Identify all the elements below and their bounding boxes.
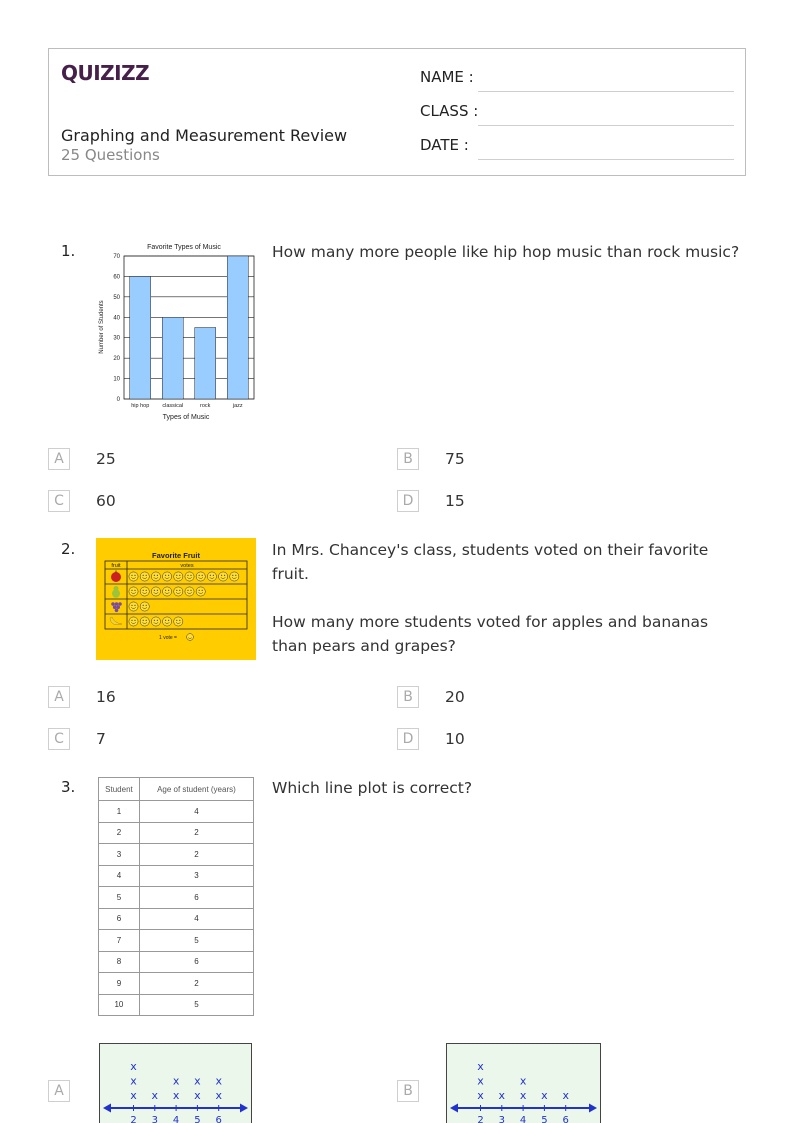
table-row <box>99 994 254 1016</box>
q2-option-c-box[interactable]: C <box>48 728 70 750</box>
table-cell: 2 <box>99 822 140 844</box>
y-tick-label: 70 <box>113 254 120 260</box>
date-line[interactable] <box>478 159 734 160</box>
question-2-text <box>272 538 742 682</box>
x-mark: x <box>519 1089 527 1102</box>
table-row <box>99 865 254 887</box>
table-row <box>99 930 254 952</box>
vote-smiley-icon <box>151 572 160 581</box>
q1-option-c-text[interactable]: 60 <box>96 492 116 510</box>
class-label: CLASS : <box>420 102 479 120</box>
vote-smiley-icon <box>129 617 138 626</box>
q2-option-a-box[interactable]: A <box>48 686 70 708</box>
vote-smiley-icon <box>174 617 183 626</box>
chart-ylabel: Number of Students <box>99 300 105 354</box>
vote-smiley-icon <box>129 602 138 611</box>
tick-label: 2 <box>130 1115 137 1123</box>
line-plot-option-a[interactable] <box>99 1043 252 1123</box>
question-count: 25 Questions <box>61 146 160 164</box>
pictograph-key-label: 1 vote = <box>159 635 177 641</box>
table-cell: 3 <box>139 865 253 887</box>
y-tick-label: 40 <box>113 315 120 322</box>
x-mark: x <box>562 1089 569 1102</box>
table-cell: 4 <box>139 801 253 823</box>
q2-option-b-box[interactable]: B <box>397 686 419 708</box>
vote-smiley-icon <box>185 572 194 581</box>
y-tick-label: 50 <box>113 294 120 301</box>
y-tick-label: 0 <box>116 397 120 403</box>
table-row <box>99 844 254 866</box>
table-cell: 10 <box>99 994 140 1016</box>
pictograph-fruit-header: fruit <box>111 563 121 569</box>
class-field[interactable] <box>420 102 738 126</box>
x-mark: x <box>130 1074 137 1088</box>
question-2-line-1: In Mrs. Chancey's class, students voted on their favorite fruit. <box>272 541 709 583</box>
music-bar-chart <box>96 240 258 425</box>
name-field[interactable] <box>420 68 738 92</box>
x-tick-label: rock <box>200 403 211 409</box>
line-plot-option-b[interactable] <box>446 1043 601 1123</box>
question-1-line-1: How many more people like hip hop music than rock music? <box>272 243 740 261</box>
q1-option-c-box[interactable]: C <box>48 490 70 512</box>
table-cell: 3 <box>99 844 140 866</box>
tick-label: 6 <box>215 1115 222 1123</box>
vote-smiley-icon <box>140 587 149 596</box>
table-cell: 6 <box>139 887 253 909</box>
x-tick-label: classical <box>162 403 184 409</box>
table-header-age: Age of student (years) <box>139 778 253 801</box>
name-line[interactable] <box>478 91 734 92</box>
vote-smiley-icon <box>140 572 149 581</box>
table-header-student: Student <box>99 778 140 801</box>
question-2-line-2: How many more students voted for apples and bananas than pears and grapes? <box>272 613 709 655</box>
x-tick-label: jazz <box>232 403 243 409</box>
table-cell: 5 <box>139 994 253 1016</box>
vote-smiley-icon <box>129 572 138 581</box>
table-cell: 8 <box>99 951 140 973</box>
chart-title: Favorite Types of Music <box>147 244 221 251</box>
question-3-number: 3. <box>61 778 76 796</box>
x-mark: x <box>194 1074 201 1088</box>
pictograph-title: Favorite Fruit <box>152 551 200 560</box>
fruit-pictograph <box>96 538 256 660</box>
table-cell: 7 <box>99 930 140 952</box>
x-mark: x <box>519 1074 527 1088</box>
tick-label: 4 <box>519 1115 527 1123</box>
vote-smiley-icon <box>207 572 216 581</box>
bar-jazz <box>227 256 248 399</box>
vote-smiley-icon <box>163 572 172 581</box>
date-label: DATE : <box>420 136 469 154</box>
table-cell: 2 <box>139 844 253 866</box>
table-header-row <box>99 778 254 801</box>
pictograph-votes-header: votes <box>180 563 194 569</box>
vote-smiley-icon <box>185 587 194 596</box>
x-mark: x <box>130 1089 137 1102</box>
table-cell: 6 <box>139 951 253 973</box>
table-cell: 5 <box>139 930 253 952</box>
worksheet-header <box>48 48 746 176</box>
q2-option-b-text[interactable]: 20 <box>445 688 465 706</box>
bar-rock <box>195 328 216 400</box>
key-smiley-icon <box>187 634 194 641</box>
table-cell: 2 <box>139 973 253 995</box>
table-cell: 2 <box>139 822 253 844</box>
student-age-table <box>98 777 254 1016</box>
question-3-text <box>272 776 742 824</box>
x-mark: x <box>215 1089 222 1102</box>
vote-smiley-icon <box>140 617 149 626</box>
table-row <box>99 822 254 844</box>
question-3-line-1: Which line plot is correct? <box>272 779 473 797</box>
x-mark: x <box>541 1089 548 1102</box>
vote-smiley-icon <box>151 617 160 626</box>
question-1-text <box>272 240 742 288</box>
tick-label: 5 <box>194 1115 201 1123</box>
x-mark: x <box>130 1060 137 1073</box>
table-cell: 4 <box>99 865 140 887</box>
bar-hip-hop <box>130 276 151 399</box>
bar-classical <box>162 317 183 399</box>
table-row <box>99 908 254 930</box>
y-tick-label: 20 <box>113 356 120 363</box>
x-tick-label: hip hop <box>131 403 150 409</box>
question-1-number: 1. <box>61 242 76 260</box>
q1-option-d-box[interactable]: D <box>397 490 419 512</box>
q1-option-a-text[interactable]: 25 <box>96 450 116 468</box>
vote-smiley-icon <box>151 587 160 596</box>
q2-option-c-text[interactable]: 7 <box>96 730 106 748</box>
x-mark: x <box>477 1089 484 1102</box>
class-line[interactable] <box>478 125 734 126</box>
question-2-number: 2. <box>61 540 76 558</box>
q1-option-d-text[interactable]: 15 <box>445 492 465 510</box>
tick-label: 3 <box>498 1115 505 1123</box>
table-row <box>99 801 254 823</box>
q2-option-d-box[interactable]: D <box>397 728 419 750</box>
vote-smiley-icon <box>163 587 172 596</box>
x-mark: x <box>477 1060 484 1073</box>
x-mark: x <box>194 1089 201 1102</box>
tick-label: 4 <box>172 1115 180 1123</box>
q2-option-a-text[interactable]: 16 <box>96 688 116 706</box>
y-tick-label: 10 <box>113 376 120 383</box>
x-mark: x <box>172 1089 180 1102</box>
table-cell: 1 <box>99 801 140 823</box>
tick-label: 5 <box>541 1115 548 1123</box>
q2-option-d-text[interactable]: 10 <box>445 730 465 748</box>
tick-label: 2 <box>477 1115 484 1123</box>
table-cell: 4 <box>139 908 253 930</box>
q3-option-b-box[interactable]: B <box>397 1080 419 1102</box>
chart-xlabel: Types of Music <box>162 414 210 421</box>
vote-smiley-icon <box>196 572 205 581</box>
q3-option-a-box[interactable]: A <box>48 1080 70 1102</box>
tick-label: 6 <box>562 1115 569 1123</box>
table-cell: 9 <box>99 973 140 995</box>
x-mark: x <box>172 1074 180 1088</box>
vote-smiley-icon <box>163 617 172 626</box>
x-mark: x <box>215 1074 222 1088</box>
quizizz-logo <box>61 58 153 88</box>
name-label: NAME : <box>420 68 474 86</box>
table-row <box>99 951 254 973</box>
x-mark: x <box>477 1074 484 1088</box>
q1-option-b-text[interactable]: 75 <box>445 450 465 468</box>
vote-smiley-icon <box>230 572 239 581</box>
vote-smiley-icon <box>219 572 228 581</box>
vote-smiley-icon <box>129 587 138 596</box>
q1-option-b-box[interactable]: B <box>397 448 419 470</box>
worksheet-title: Graphing and Measurement Review <box>61 126 348 145</box>
vote-smiley-icon <box>196 587 205 596</box>
tick-label: 3 <box>151 1115 158 1123</box>
table-row <box>99 887 254 909</box>
q1-option-a-box[interactable]: A <box>48 448 70 470</box>
table-cell: 5 <box>99 887 140 909</box>
vote-smiley-icon <box>174 572 183 581</box>
vote-smiley-icon <box>140 602 149 611</box>
x-mark: x <box>498 1089 506 1102</box>
table-row <box>99 973 254 995</box>
date-field[interactable] <box>420 136 738 160</box>
vote-smiley-icon <box>174 587 183 596</box>
y-tick-label: 60 <box>113 274 120 281</box>
y-tick-label: 30 <box>113 335 120 342</box>
table-cell: 6 <box>99 908 140 930</box>
logo-text: QUIZIZZ <box>61 61 150 85</box>
x-mark: x <box>151 1089 159 1102</box>
